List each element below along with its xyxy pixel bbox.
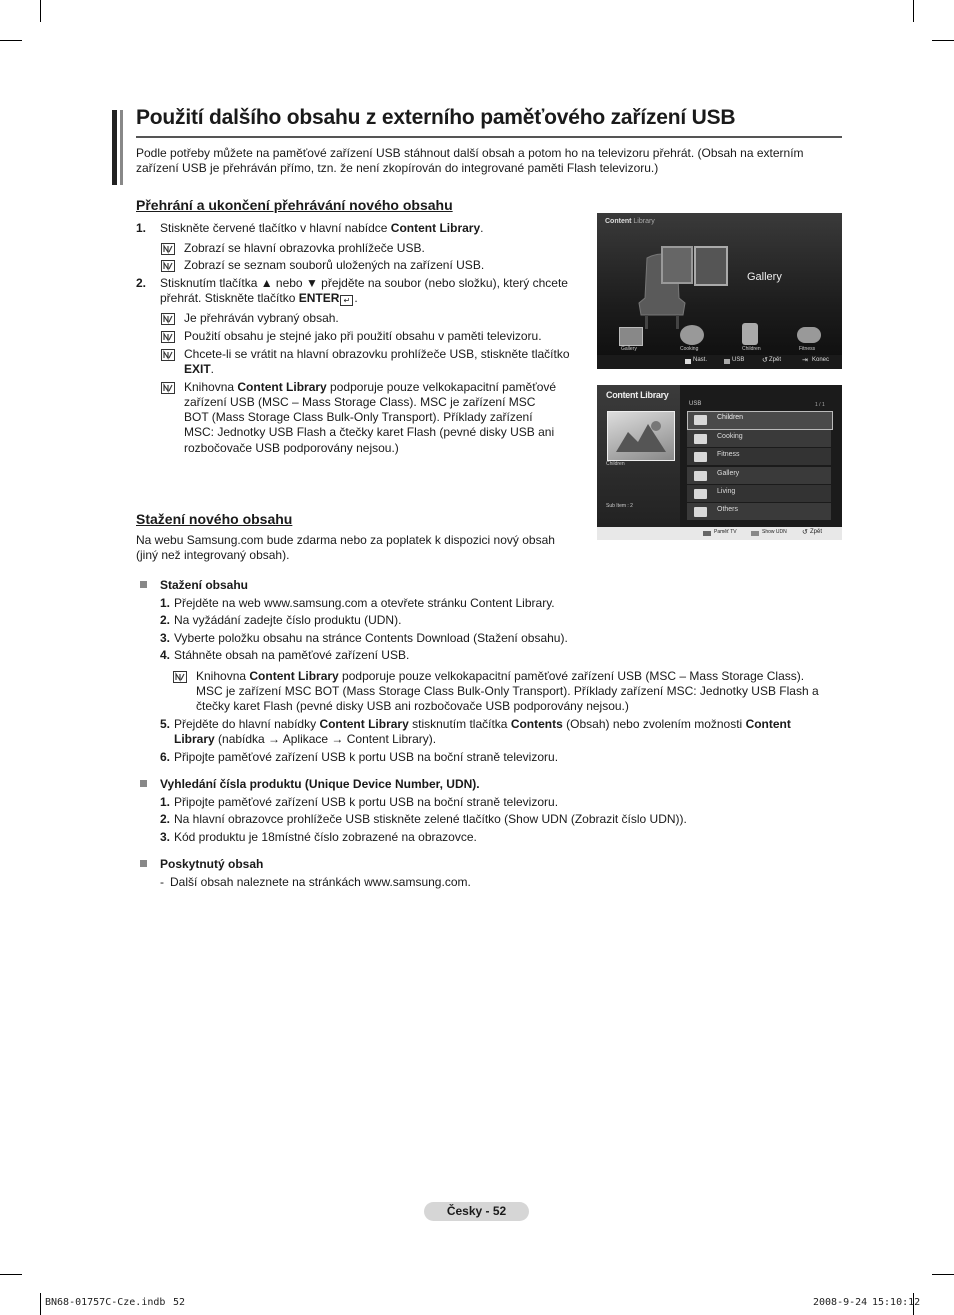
folder-row[interactable] [687,467,831,484]
step-text: Stisknutím tlačítka ▲ nebo ▼ přejděte na soubor (nebo složku), který chcete [160,276,568,290]
note-text [184,380,556,395]
step-text-bold: Content Library [390,221,481,235]
step-text: Připojte paměťové zařízení USB k portu USB na boční straně televizoru. [174,750,559,764]
return-label[interactable]: Zpět [810,529,823,535]
folder-row[interactable] [687,448,831,465]
folder-icon [694,489,707,499]
step-text [160,221,483,236]
step-text: Na hlavní obrazovce prohlížeče USB stiskněte zelené tlačítko (Show UDN (Zobrazit číslo UDN)). [174,812,687,826]
step-number: 3. [160,631,171,645]
note-text: zařízení USB (MSC – Mass Storage Class). MSC je zařízení MSC [184,395,536,409]
step-text-bold: Content Library [319,717,409,731]
note-text: Chcete-li se vrátit na hlavní obrazovku prohlížeče USB, stiskněte tlačítko [184,347,570,361]
section-marker [120,110,123,185]
section-intro: Na webu Samsung.com bude zdarma nebo za poplatek k dispozici nový obsah [136,533,555,547]
slug-filename: BN68-01757C-Cze.indb [45,1297,166,1308]
step-text: Vyberte položku obsahu na stránce Contents Download (Stažení obsahu). [174,631,568,645]
category-label: Fitness [799,346,816,352]
note-text [196,669,804,684]
step-number: 2. [160,812,171,826]
note-text-part: Knihovna [196,669,250,683]
picture-frame-icon [661,246,693,284]
folder-label: Children [717,414,744,421]
page-indicator: 1 / 1 [815,402,825,408]
slug-date: 2008-9-24 [813,1297,868,1308]
folder-row[interactable] [687,503,831,520]
gallery-category-icon[interactable] [619,327,643,346]
category-label: Children [742,346,761,352]
brand-label [605,218,655,225]
exit-label[interactable]: Konec [812,357,830,363]
crop-mark [932,1274,954,1275]
enter-key-label: ENTER [298,291,340,305]
category-label: Cooking [680,346,699,352]
picture-frame-icon [694,246,728,286]
folder-row[interactable] [687,485,831,502]
red-button-icon [703,531,711,536]
children-category-icon[interactable] [742,323,758,345]
note-text-part: podporuje pouze velkokapacitní paměťové zařízení USB (MSC – Mass Storage Class). [338,669,805,683]
section-heading-download: Stažení nového obsahu [136,511,293,527]
bullet-title: Poskytnutý obsah [160,857,264,871]
step-number: 3. [160,830,171,844]
note-icon [161,331,175,343]
step-text: Na vyžádání zadejte číslo produktu (UDN). [174,613,402,627]
bullet-square [140,860,147,867]
step-text [174,717,791,732]
step-text-part: (Obsah) nebo zvolením možnosti [562,717,746,731]
crop-mark [0,1274,22,1275]
intro-paragraph: Podle potřeby můžete na paměťové zařízení USB stáhnout další obsah a potom ho na televizoru přehrát. (Obsah na externím zařízení USB je přehráván přímo, tzn. že není zkopírován do integrované paměti Flash televizoru.) [136,146,804,175]
device-label: USB [689,401,702,407]
crop-mark [932,40,954,41]
step-text-part: . [480,221,484,235]
return-icon: ↺ [802,529,808,536]
bullet-square [140,581,147,588]
step-text-bold: Contents [510,717,563,731]
slug-page: 52 [173,1297,186,1308]
step-text-bold: Content [745,717,791,731]
thumbnail-caption: Children [606,461,625,467]
red-button-label[interactable]: Nast. [693,357,708,363]
folder-icon [694,415,707,425]
note-text: MSC je zařízení MSC BOT (Mass Storage Class Bulk-Only Transport). Příklady zařízení MSC: Jednotky USB Flash a [196,684,819,698]
folder-label: Fitness [717,451,740,458]
note-text-bold: Content Library [249,669,339,683]
note-text: Je přehráván vybraný obsah. [184,311,339,325]
step-text [174,732,436,747]
step-number: 5. [160,717,171,731]
green-button-icon [724,359,730,364]
category-label: Gallery [621,346,637,352]
step-number: 2. [136,276,147,290]
step-text: Stáhněte obsah na paměťové zařízení USB. [174,648,410,662]
return-label[interactable]: Zpět [769,357,782,363]
note-text-part: . [210,362,215,376]
crop-mark [0,40,22,41]
bullet-title: Stažení obsahu [160,578,249,592]
crop-mark [40,1293,41,1315]
slug-time: 15:10:12 [872,1297,921,1308]
sub-item-count: Sub Item : 2 [606,503,633,509]
step-text-part: . [354,291,358,305]
step-number: 2. [160,613,171,627]
gallery-label: Gallery [747,271,782,283]
green-button-label[interactable]: USB [732,357,745,363]
step-text-part: (nabídka → Aplikace → Content Library). [214,732,437,746]
section-heading-play: Přehrání a ukončení přehrávání nového obsahu [136,197,453,213]
exit-key-label: EXIT [184,362,211,376]
brand-light: Library [631,218,655,225]
bullet-text: Další obsah naleznete na stránkách www.samsung.com. [170,875,471,889]
green-button-label[interactable]: Show UDN [762,529,787,535]
step-text [160,291,358,306]
note-text: Zobrazí se seznam souborů uložených na zařízení USB. [184,258,485,272]
page-number-badge: Česky - 52 [424,1202,529,1221]
note-icon [173,671,187,683]
title-rule [136,136,842,138]
note-icon [161,382,175,394]
note-icon [161,243,175,255]
brand-bold: Content [605,218,632,225]
note-icon [161,349,175,361]
step-number: 1. [136,221,147,235]
step-number: 6. [160,750,171,764]
bullet-square [140,780,147,787]
enter-icon: ↵ [340,295,353,306]
dash-marker: - [160,875,164,889]
step-text: Přejděte na web www.samsung.com a otevřete stránku Content Library. [174,596,555,610]
note-text-part: podporuje pouze velkokapacitní paměťové [326,380,557,394]
page-title: Použití dalšího obsahu z externího paměťového zařízení USB [136,106,736,129]
step-text-part: stisknutím tlačítka [408,717,511,731]
bullet-title: Vyhledání čísla produktu (Unique Device Number, UDN). [160,777,480,791]
note-text-bold: Content Library [237,380,327,394]
step-text-part: Stiskněte červené tlačítko v hlavní nabídce [160,221,391,235]
folder-label: Living [717,488,736,495]
folder-row-selected[interactable] [687,411,833,430]
folder-row[interactable] [687,430,831,447]
crop-mark [40,0,41,22]
folder-icon [694,452,707,462]
green-button-icon [751,531,759,536]
brand-label: Content Library [606,390,669,400]
step-text: Připojte paměťové zařízení USB k portu USB na boční straně televizoru. [174,795,559,809]
step-text: Kód produktu je 18místné číslo zobrazené na obrazovce. [174,830,477,844]
cooking-category-icon[interactable] [680,325,704,345]
crop-mark [913,0,914,22]
note-text: Zobrazí se hlavní obrazovka prohlížeče USB. [184,241,425,255]
step-text-bold: Library [174,732,215,746]
red-button-icon [685,359,691,364]
folder-icon [694,434,707,444]
folder-icon [694,507,707,517]
thumbnail-image [607,411,675,461]
note-icon [161,313,175,325]
folder-label: Gallery [717,470,740,477]
note-text-part: Knihovna [184,380,238,394]
section-marker [112,110,117,185]
step-text-part: přehrát. Stiskněte tlačítko [160,291,299,305]
note-text: čtečky karet Flash (pevné disky USB ani rozbočovače USB podporovány nejsou.) [196,699,629,713]
step-number: 1. [160,596,171,610]
section-intro: (jiný než integrovaný obsah). [136,548,290,562]
note-text: rozbočovače USB podporovány nejsou.) [184,441,399,455]
step-text-part: Přejděte do hlavní nabídky [174,717,320,731]
screenshot-content-library-home [597,213,842,369]
step-number: 4. [160,648,171,662]
note-text: Použití obsahu je stejné jako při použití obsahu v paměti televizoru. [184,329,542,343]
fitness-category-icon[interactable] [797,327,821,343]
note-icon [161,260,175,272]
screenshot-usb-folder-list [597,385,842,540]
note-text: MSC: Jednotky USB Flash a čtečky karet Flash (pevné disky USB ani [184,425,555,439]
folder-label: Cooking [717,433,743,440]
exit-icon: ⇥ [802,357,808,364]
note-text [184,362,214,377]
folder-icon [694,471,707,481]
note-text: BOT (Mass Storage Class Bulk-Only Transport). Příklady zařízení [184,410,533,424]
step-number: 1. [160,795,171,809]
folder-label: Others [717,506,739,513]
return-icon: ↺ [762,357,768,364]
red-button-label[interactable]: Paměť TV [714,529,737,535]
